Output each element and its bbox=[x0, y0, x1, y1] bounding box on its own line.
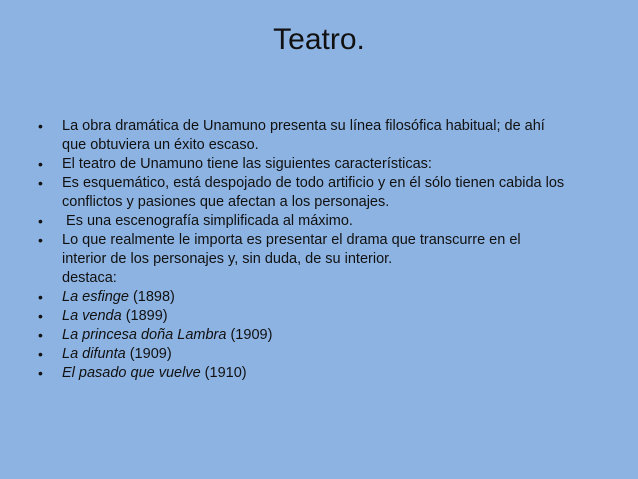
work-item bbox=[38, 364, 610, 383]
bullet-marker: • bbox=[38, 232, 43, 248]
work-item bbox=[38, 307, 610, 326]
work-item bbox=[38, 288, 610, 307]
bullet-marker: • bbox=[38, 156, 43, 172]
work-item bbox=[38, 326, 610, 345]
bullet-marker: • bbox=[38, 118, 43, 134]
bullet-marker: • bbox=[38, 327, 43, 343]
work-title: La venda bbox=[62, 308, 122, 324]
bullet-line bbox=[38, 174, 610, 193]
bullet-marker: • bbox=[38, 175, 43, 191]
bullet-text: conflictos y pasiones que afectan a los personajes. bbox=[62, 194, 390, 210]
bullet-continuation-line bbox=[38, 193, 610, 212]
slide-title: Teatro. bbox=[273, 23, 365, 56]
work-year: (1910) bbox=[200, 365, 247, 381]
work-title: El pasado que vuelve bbox=[62, 365, 201, 381]
work-title: La esfinge bbox=[62, 289, 129, 305]
work-year: (1899) bbox=[121, 308, 168, 324]
bullet-text: interior de los personajes y, sin duda, de su interior. bbox=[62, 251, 393, 267]
bullet-continuation-line bbox=[38, 269, 610, 288]
bullet-continuation-line bbox=[38, 136, 610, 155]
bullet-line bbox=[38, 231, 610, 250]
bullet-line bbox=[38, 117, 610, 136]
bullet-text: destaca: bbox=[62, 270, 117, 286]
work-year: (1898) bbox=[128, 289, 175, 305]
bullet-marker: • bbox=[38, 365, 43, 381]
work-item bbox=[38, 345, 610, 364]
bullet-marker: • bbox=[38, 346, 43, 362]
work-year: (1909) bbox=[125, 346, 172, 362]
bullet-text: Es una escenografía simplificada al máximo. bbox=[62, 213, 353, 229]
slide-body bbox=[38, 117, 610, 383]
bullet-text: Es esquemático, está despojado de todo artificio y en él sólo tienen cabida los bbox=[62, 175, 565, 191]
work-title: La difunta bbox=[62, 346, 126, 362]
bullet-line bbox=[38, 155, 610, 174]
bullet-text: que obtuviera un éxito escaso. bbox=[62, 137, 259, 153]
bullet-marker: • bbox=[38, 308, 43, 324]
bullet-text: El teatro de Unamuno tiene las siguientes características: bbox=[62, 156, 432, 172]
bullet-line bbox=[38, 212, 610, 231]
bullet-marker: • bbox=[38, 289, 43, 305]
work-title: La princesa doña Lambra bbox=[62, 327, 227, 343]
bullet-text: La obra dramática de Unamuno presenta su línea filosófica habitual; de ahí bbox=[62, 118, 545, 134]
bullet-continuation-line bbox=[38, 250, 610, 269]
bullet-text: Lo que realmente le importa es presentar el drama que transcurre en el bbox=[62, 232, 521, 248]
bullet-marker: • bbox=[38, 213, 43, 229]
work-year: (1909) bbox=[226, 327, 273, 343]
